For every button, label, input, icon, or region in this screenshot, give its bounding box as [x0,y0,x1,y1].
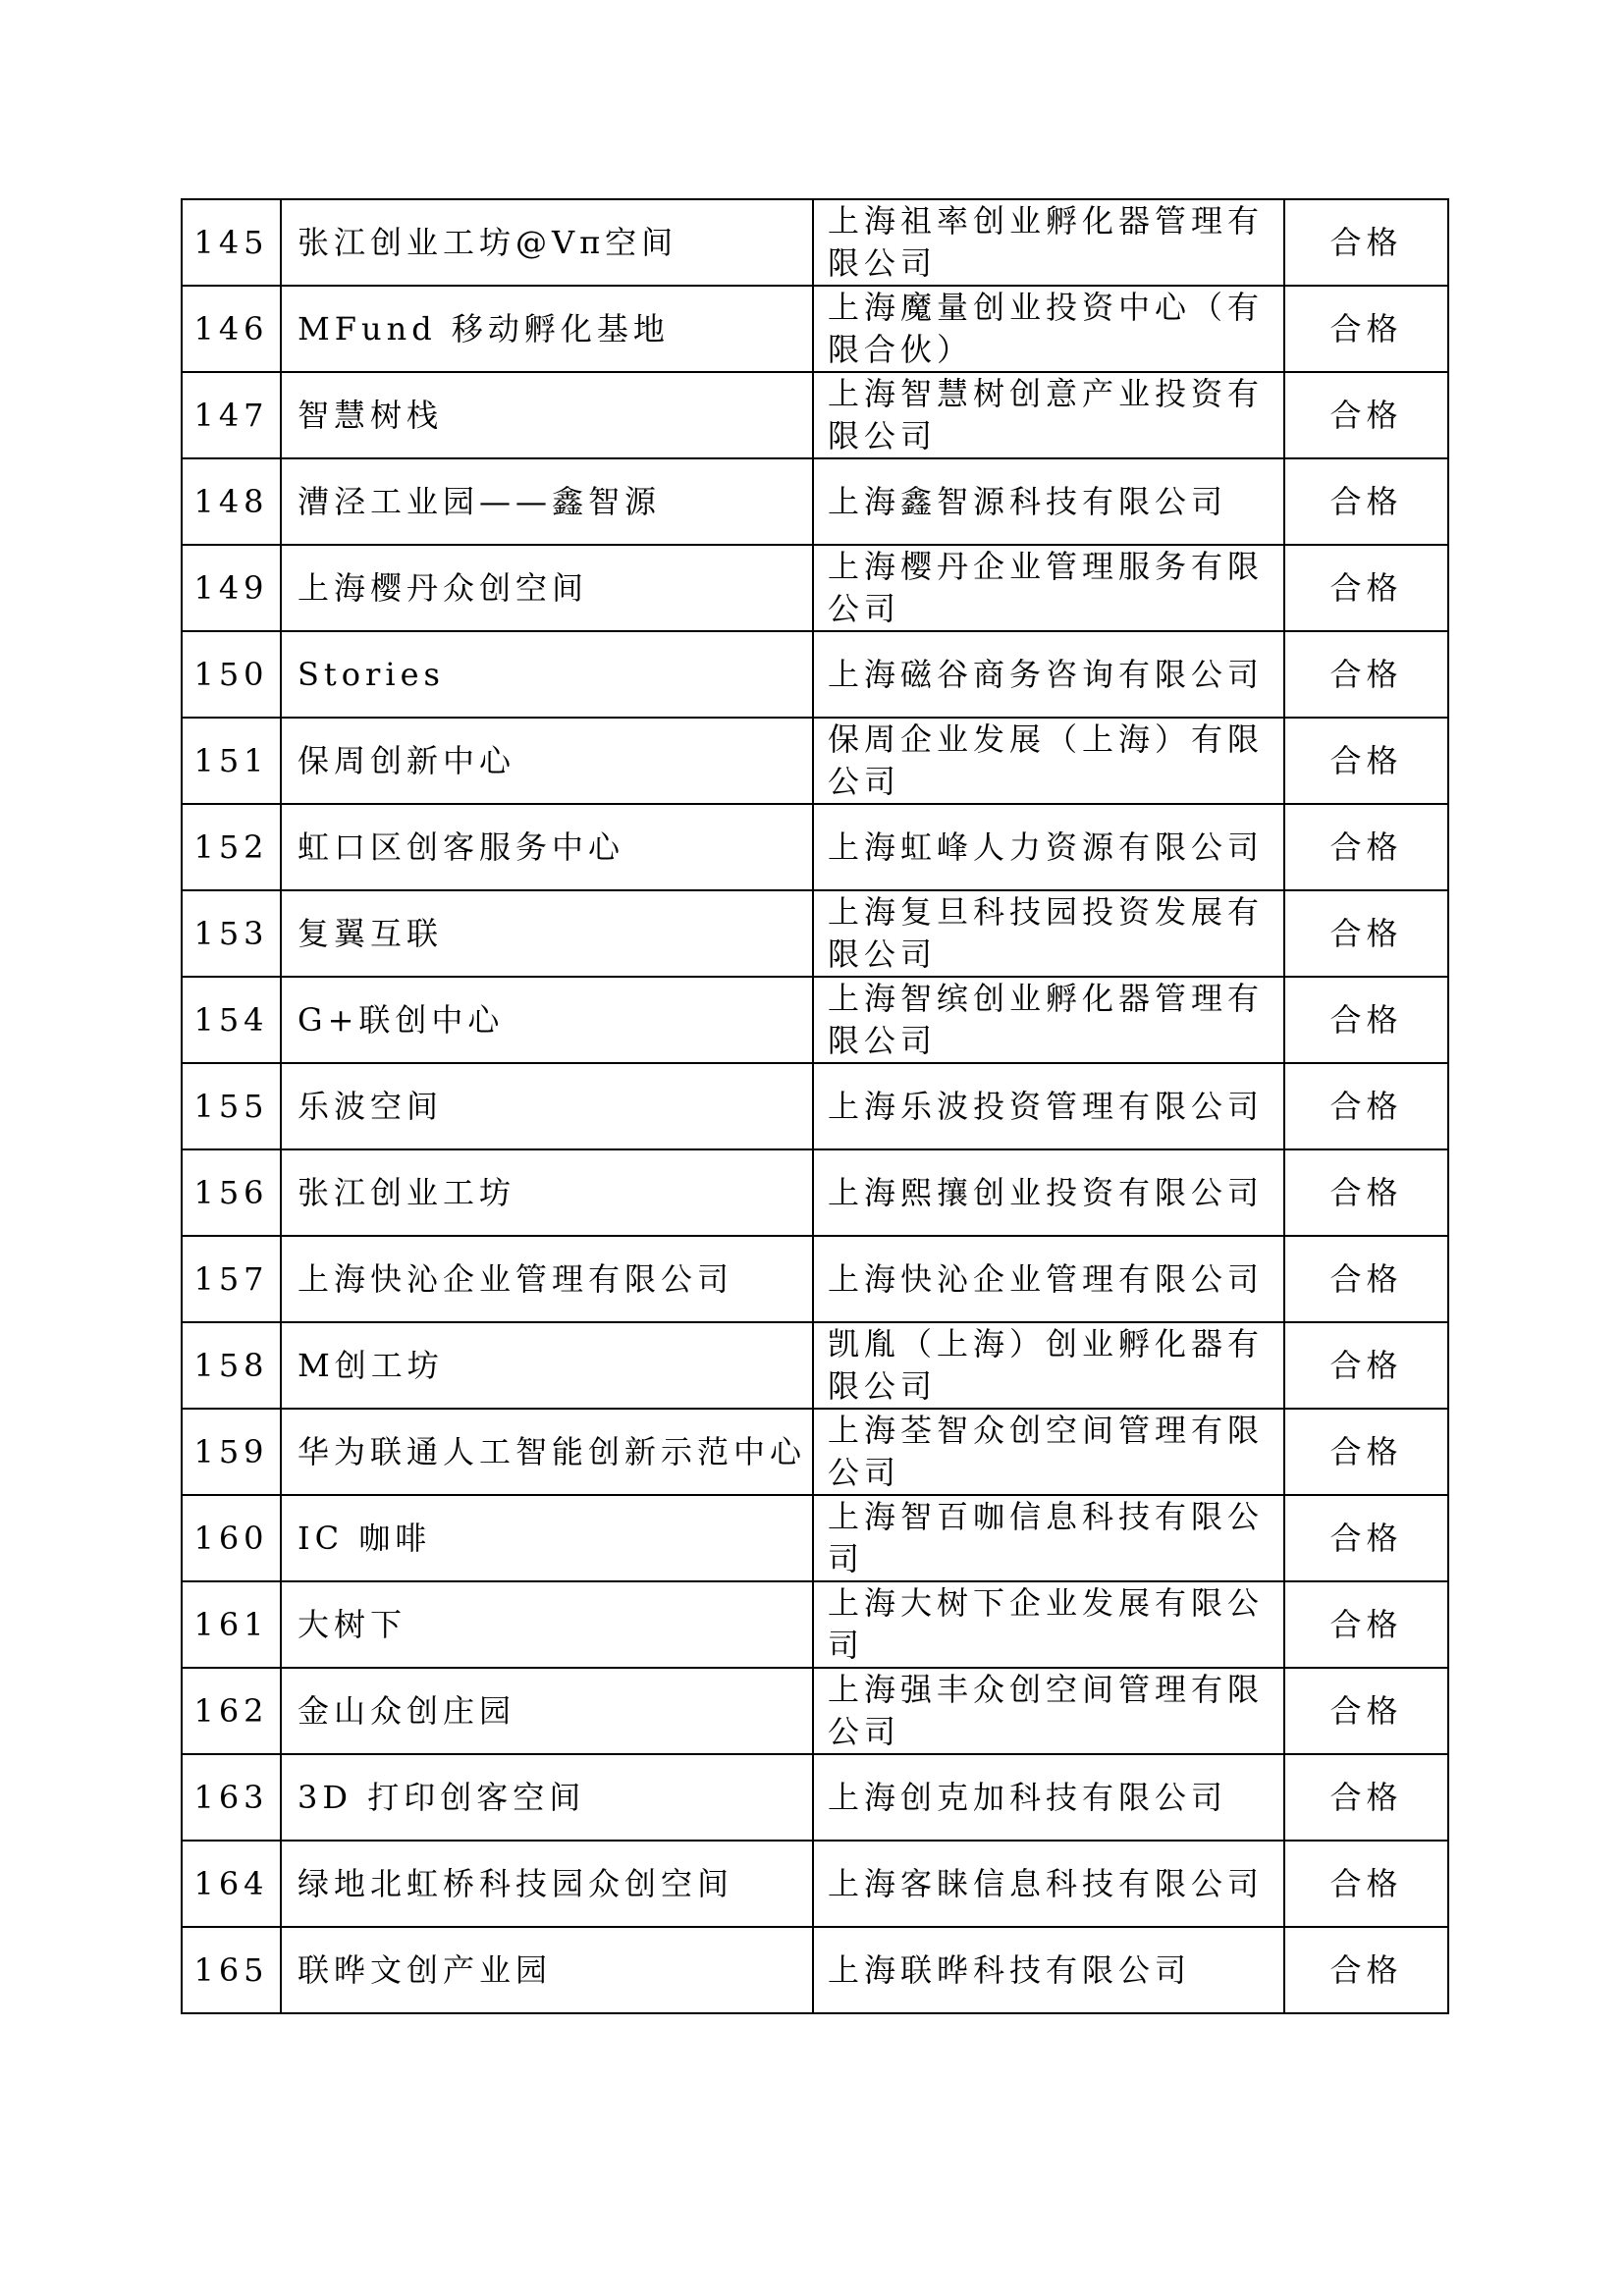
row-number-cell: 152 [182,804,281,890]
table-row [182,458,1448,545]
row-number-cell: 162 [182,1668,281,1754]
operator-cell: 上海虹峰人力资源有限公司 [813,804,1284,890]
space-name-cell: M创工坊 [281,1322,813,1409]
operator-cell: 上海鑫智源科技有限公司 [813,458,1284,545]
result-cell: 合格 [1284,1236,1448,1322]
space-name-cell: 绿地北虹桥科技园众创空间 [281,1841,813,1927]
row-number-cell: 160 [182,1495,281,1581]
row-number-cell: 155 [182,1063,281,1149]
operator-cell: 上海强丰众创空间管理有限公司 [813,1668,1284,1754]
operator-cell: 上海智缤创业孵化器管理有限公司 [813,977,1284,1063]
result-cell: 合格 [1284,1322,1448,1409]
operator-cell: 保周企业发展（上海）有限公司 [813,718,1284,804]
space-name-cell: 金山众创庄园 [281,1668,813,1754]
space-name-cell: G+联创中心 [281,977,813,1063]
table-body [182,199,1448,2013]
operator-cell: 上海创克加科技有限公司 [813,1754,1284,1841]
result-cell: 合格 [1284,458,1448,545]
row-number-cell: 146 [182,286,281,372]
table-row [182,1409,1448,1495]
operator-cell: 上海魔量创业投资中心（有限合伙） [813,286,1284,372]
row-number-cell: 151 [182,718,281,804]
operator-cell: 上海磁谷商务咨询有限公司 [813,631,1284,718]
row-number-cell: 148 [182,458,281,545]
space-name-cell: IC 咖啡 [281,1495,813,1581]
evaluation-table [181,198,1449,2014]
operator-cell: 上海客睐信息科技有限公司 [813,1841,1284,1927]
row-number-cell: 145 [182,199,281,286]
space-name-cell: 保周创新中心 [281,718,813,804]
table-row [182,1149,1448,1236]
table-row [182,977,1448,1063]
row-number-cell: 165 [182,1927,281,2013]
table-row [182,1754,1448,1841]
table-row [182,286,1448,372]
row-number-cell: 163 [182,1754,281,1841]
operator-cell: 凯胤（上海）创业孵化器有限公司 [813,1322,1284,1409]
operator-cell: 上海快沁企业管理有限公司 [813,1236,1284,1322]
result-cell: 合格 [1284,804,1448,890]
operator-cell: 上海荃智众创空间管理有限公司 [813,1409,1284,1495]
table-row [182,1841,1448,1927]
result-cell: 合格 [1284,718,1448,804]
operator-cell: 上海智百咖信息科技有限公司 [813,1495,1284,1581]
result-cell: 合格 [1284,1754,1448,1841]
space-name-cell: 张江创业工坊 [281,1149,813,1236]
result-cell: 合格 [1284,1149,1448,1236]
table-row [182,372,1448,458]
table-row [182,1581,1448,1668]
space-name-cell: 华为联通人工智能创新示范中心 [281,1409,813,1495]
result-cell: 合格 [1284,199,1448,286]
table-row [182,718,1448,804]
space-name-cell: 上海快沁企业管理有限公司 [281,1236,813,1322]
row-number-cell: 157 [182,1236,281,1322]
operator-cell: 上海智慧树创意产业投资有限公司 [813,372,1284,458]
row-number-cell: 161 [182,1581,281,1668]
table-row [182,1495,1448,1581]
space-name-cell: 漕泾工业园——鑫智源 [281,458,813,545]
operator-cell: 上海熙攘创业投资有限公司 [813,1149,1284,1236]
table-row [182,1236,1448,1322]
operator-cell: 上海联晔科技有限公司 [813,1927,1284,2013]
table-row [182,1927,1448,2013]
table-row [182,804,1448,890]
result-cell: 合格 [1284,1409,1448,1495]
space-name-cell: 乐波空间 [281,1063,813,1149]
result-cell: 合格 [1284,1495,1448,1581]
space-name-cell: 复翼互联 [281,890,813,977]
result-cell: 合格 [1284,1841,1448,1927]
row-number-cell: 164 [182,1841,281,1927]
row-number-cell: 150 [182,631,281,718]
result-cell: 合格 [1284,286,1448,372]
table-row [182,1322,1448,1409]
row-number-cell: 147 [182,372,281,458]
result-cell: 合格 [1284,631,1448,718]
result-cell: 合格 [1284,545,1448,631]
space-name-cell: Stories [281,631,813,718]
row-number-cell: 153 [182,890,281,977]
result-cell: 合格 [1284,372,1448,458]
row-number-cell: 159 [182,1409,281,1495]
operator-cell: 上海复旦科技园投资发展有限公司 [813,890,1284,977]
operator-cell: 上海乐波投资管理有限公司 [813,1063,1284,1149]
row-number-cell: 158 [182,1322,281,1409]
result-cell: 合格 [1284,1581,1448,1668]
result-cell: 合格 [1284,1668,1448,1754]
result-cell: 合格 [1284,977,1448,1063]
table-row [182,1668,1448,1754]
space-name-cell: 上海樱丹众创空间 [281,545,813,631]
operator-cell: 上海祖率创业孵化器管理有限公司 [813,199,1284,286]
table-row [182,1063,1448,1149]
result-cell: 合格 [1284,1063,1448,1149]
row-number-cell: 156 [182,1149,281,1236]
row-number-cell: 154 [182,977,281,1063]
space-name-cell: 张江创业工坊@Vπ空间 [281,199,813,286]
table-row [182,545,1448,631]
row-number-cell: 149 [182,545,281,631]
result-cell: 合格 [1284,890,1448,977]
table-row [182,199,1448,286]
table-row [182,631,1448,718]
space-name-cell: MFund 移动孵化基地 [281,286,813,372]
table-row [182,890,1448,977]
result-cell: 合格 [1284,1927,1448,2013]
space-name-cell: 大树下 [281,1581,813,1668]
operator-cell: 上海大树下企业发展有限公司 [813,1581,1284,1668]
space-name-cell: 3D 打印创客空间 [281,1754,813,1841]
operator-cell: 上海樱丹企业管理服务有限公司 [813,545,1284,631]
space-name-cell: 智慧树栈 [281,372,813,458]
space-name-cell: 虹口区创客服务中心 [281,804,813,890]
space-name-cell: 联晔文创产业园 [281,1927,813,2013]
